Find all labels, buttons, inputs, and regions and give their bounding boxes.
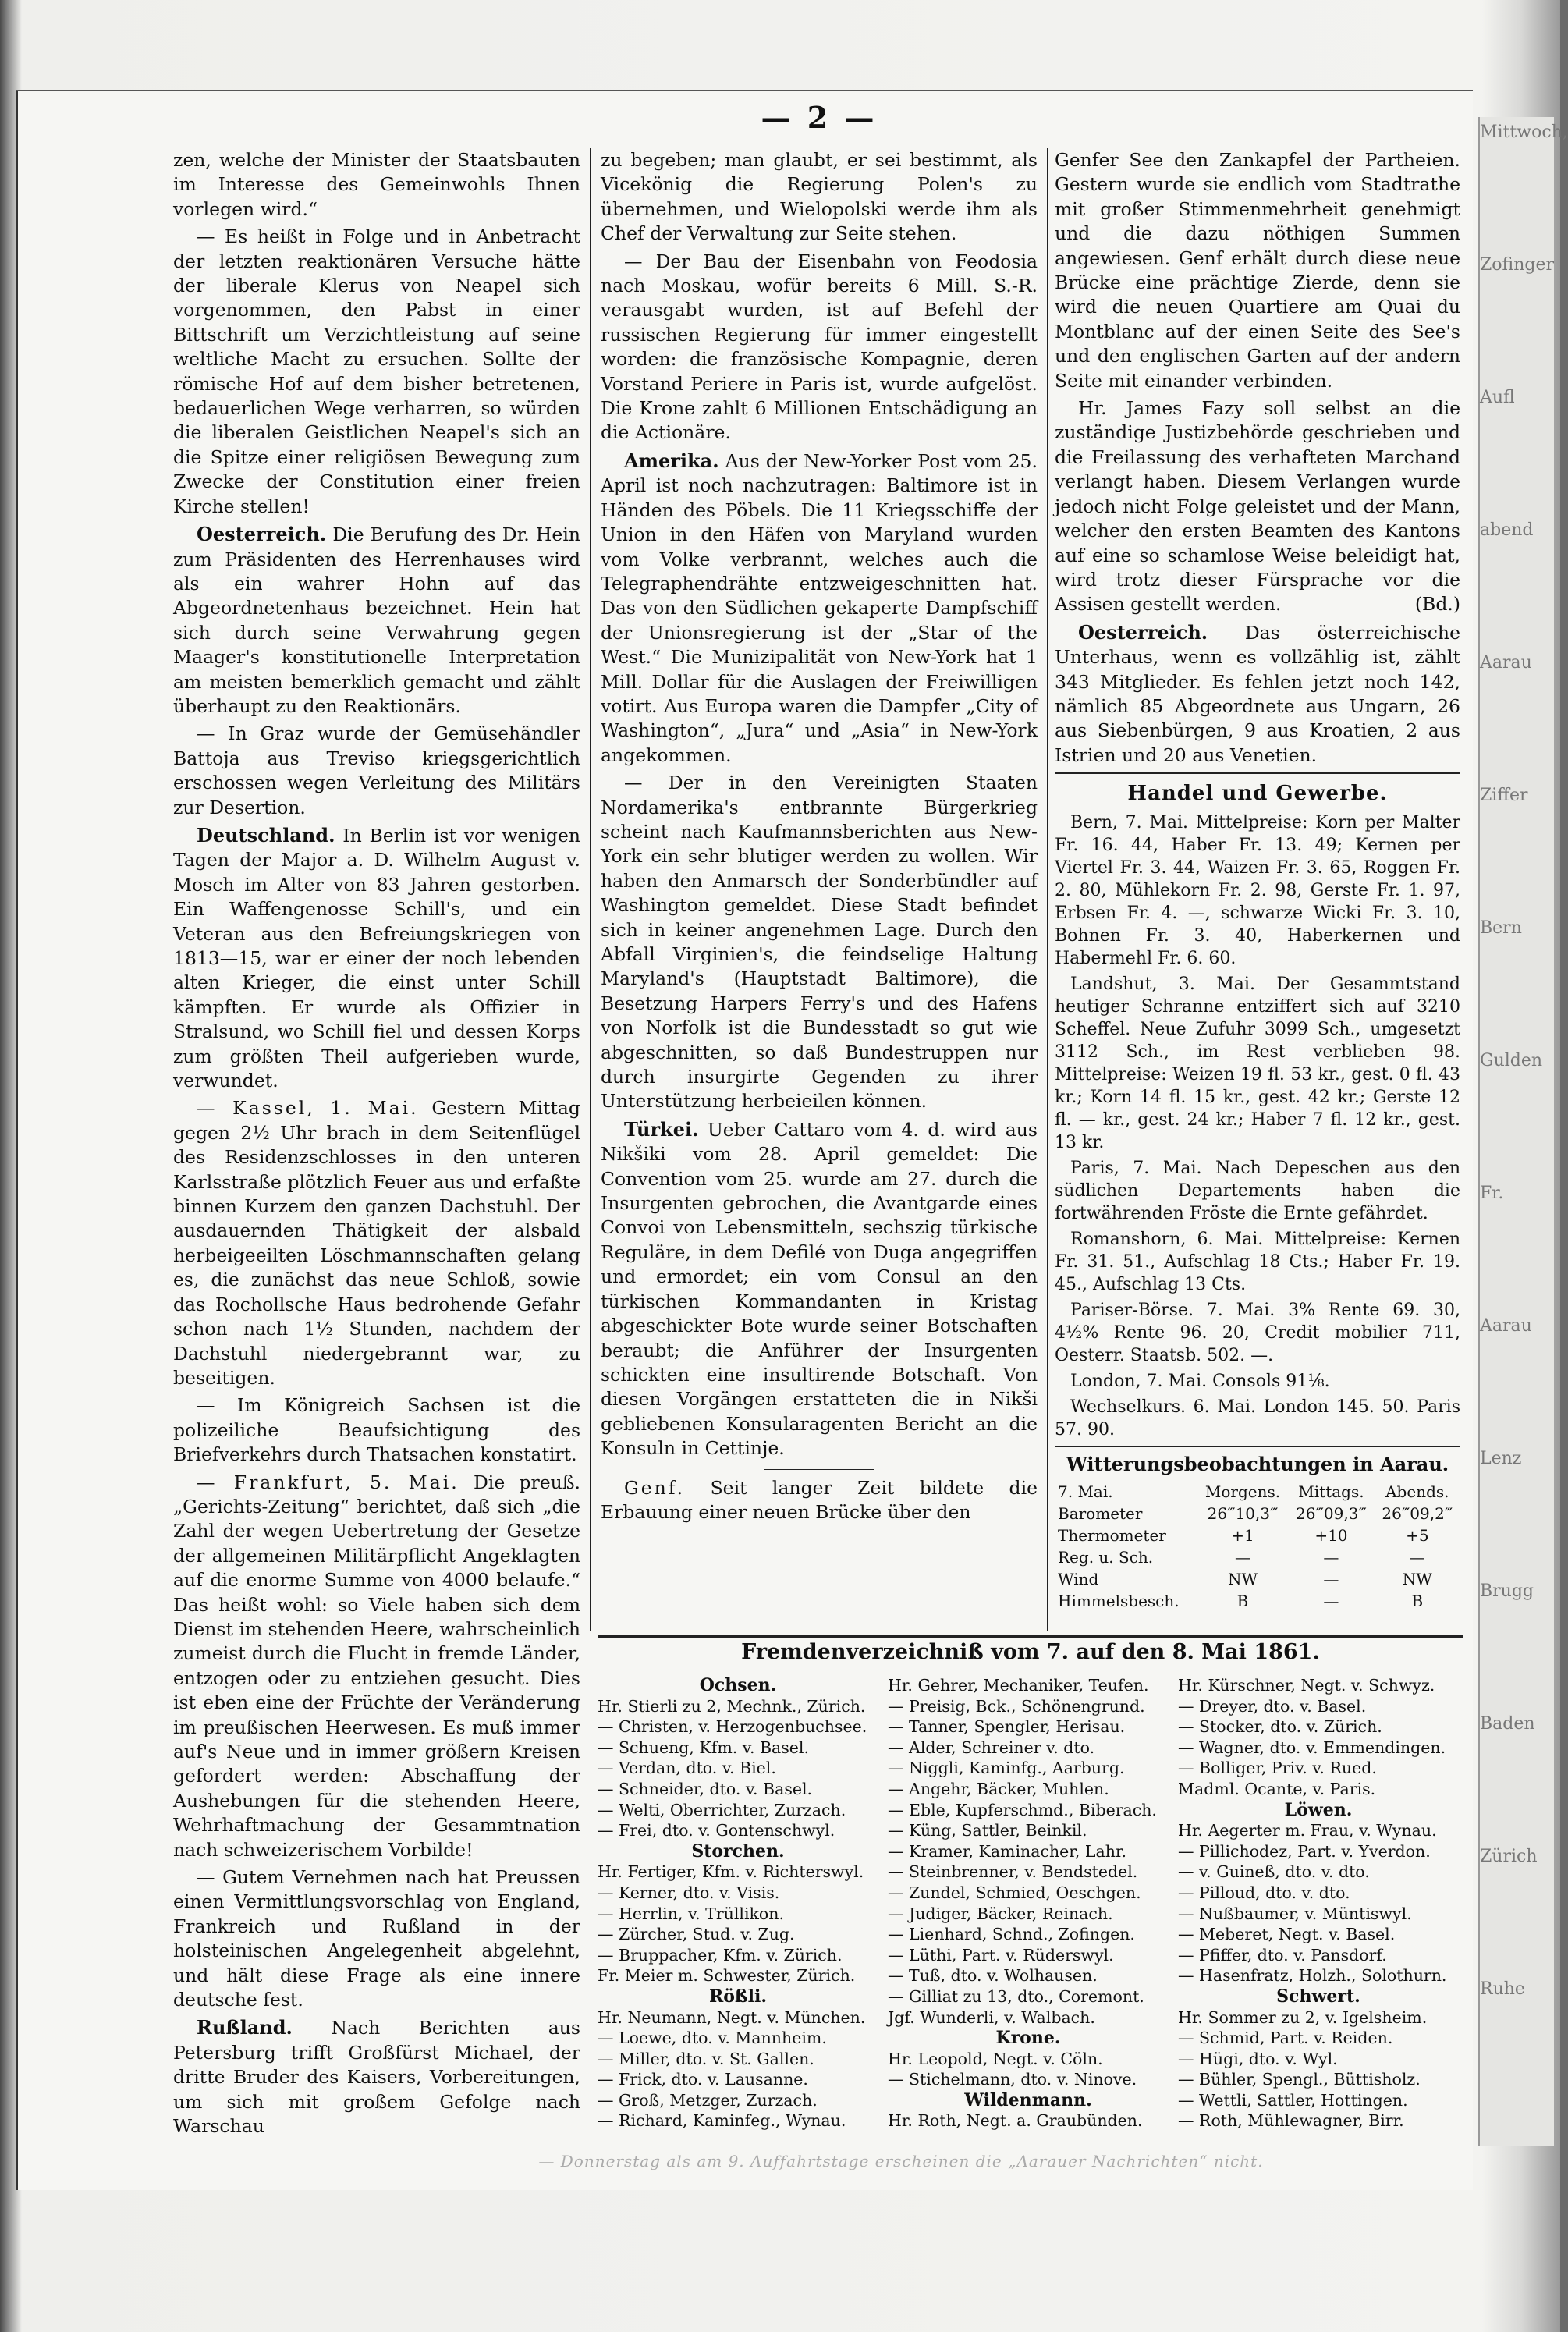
section-heading: Deutschland. bbox=[197, 823, 335, 847]
guest-entry: — v. Guineß, dto. v. dto. bbox=[1178, 1862, 1370, 1882]
guest-entry: — Kerner, dto. v. Visis. bbox=[598, 1883, 780, 1902]
market-report: Wechselkurs. 6. Mai. London 145. 50. Paris 57. 90. bbox=[1055, 1397, 1460, 1439]
paragraph-text: Das österreichische Unterhaus, wenn es vollzählig ist, zählt 343 Mitglieder. Es fehlen jetzt noch 142, nämlich 85 Abgeordnete aus Ungarn, 26 aus Siebenbürgen, 9 aus Kroatien, 2 aus Istrien und 20 aus Venetien. bbox=[1055, 621, 1460, 766]
guest-entry: — Niggli, Kaminfg., Aarburg. bbox=[888, 1759, 1125, 1778]
weather-cell: — bbox=[1409, 1547, 1425, 1567]
guest-entry: Hr. Kürschner, Negt. v. Schwyz. bbox=[1178, 1676, 1435, 1695]
weather-row bbox=[1055, 1503, 1460, 1524]
guest-entry: — Welti, Oberrichter, Zurzach. bbox=[598, 1800, 846, 1819]
weather-row bbox=[1055, 1568, 1460, 1590]
dateline: — Frankfurt, 5. Mai. bbox=[197, 1471, 459, 1493]
facing-page-fragment: Bern bbox=[1480, 918, 1522, 938]
column-left bbox=[173, 148, 580, 2138]
column-rule bbox=[1047, 148, 1048, 1631]
separator bbox=[764, 1468, 874, 1470]
weather-cell: NW bbox=[1227, 1569, 1258, 1588]
paragraph: — Im Königreich Sachsen ist die polizeiliche Beaufsichtigung des Briefverkehrs durch Thatsachen konstatirt. bbox=[173, 1394, 580, 1466]
weather-cell: 7. Mai. bbox=[1058, 1482, 1113, 1501]
weather-cell: Barometer bbox=[1058, 1503, 1143, 1523]
guest-entry: — Nußbaumer, v. Müntiswyl. bbox=[1178, 1904, 1412, 1923]
weather-cell: 26‴10,3‴ bbox=[1207, 1503, 1279, 1523]
guest-entry: — Zürcher, Stud. v. Zug. bbox=[598, 1925, 795, 1944]
facing-page-fragment: abend bbox=[1480, 520, 1534, 540]
weather-cell: — bbox=[1323, 1547, 1339, 1567]
paragraph: Genfer See den Zankapfel der Partheien. Gestern wurde sie endlich vom Stadtrathe mit großer Stimmenmehrheit genehmigt und die dazu nöthigen Summen angewiesen. Genf erhält durch diese neue Brücke eine prächtige Zierde, denn sie wird die neuen Quartiere am Quai du Montblanc auf der einen Seite des See's und den englischen Garten auf der andern Seite mit einander verbinden. bbox=[1055, 149, 1460, 392]
paragraph-text: Die preuß. „Gerichts-Zeitung“ berichtet, daß sich „die Zahl der wegen Uebertretung der Gesetze der allgemeinen Militärpflicht Angeklagten auf die enorme Summe von 4000 belaufe.“ Das heißt wohl: so Viele haben sich dem Dienst im stehenden Heere, wahrscheinlich zumeist durch die Flucht in fremde Länder, entzogen oder zu entziehen gesucht. Dies ist eben eine der Früchte der Veränderung im preußischen Heerwesen. Es muß immer auf's Neue und in immer größern Kreisen gefordert werden: Abschaffung der Aushebungen für die stehenden Heere, Wehrhaftmachung der Gesammtnation nach schweizerischem Vorbilde! bbox=[173, 1471, 580, 1861]
paragraph: — Es heißt in Folge und in Anbetracht der letzten reaktionären Versuche hätte der liberale Klerus von Neapel sich vorgenommen, den Pabst in einer Bittschrift um Verzichtleistung auf seine weltliche Macht zu ersuchen. Sollte der römische Hof auf dem bisher betretenen, bedauerlichen Wege verharren, so würden die liberalen Geistlichen Neapel's sich an die Spitze einer religiösen Bewegung zum Zwecke der Constitution einer freien Kirche stellen! bbox=[173, 225, 580, 517]
facing-page-fragment: Brugg bbox=[1480, 1581, 1534, 1601]
guest-entry: Hr. Leopold, Negt. v. Cöln. bbox=[888, 2049, 1103, 2068]
guest-entry: — Miller, dto. v. St. Gallen. bbox=[598, 2049, 814, 2068]
weather-cell: B bbox=[1411, 1591, 1424, 1610]
paragraph-text: Ueber Cattaro vom 4. d. wird aus Nikšiki vom 28. April gemeldet: Die Convention vom 25. wurde am 27. durch die Insurgenten gebrochen, die Avantgarde eines Convoi von Lebensmitteln, sechszig türkische Reguläre, in dem Defilé von Duga angegriffen und ermordet; ein vom Consul an den türkischen Kommandanten in Kristag abgeschickter Bote wurde seiner Botschaften beraubt; die Anführer der Insurgenten schickten eine insultirende Botschaft. Von diesen Vorgängen erstatteten die in Nikši gebliebenen Konsularagenten Bericht an die Konsuln in Cettinje. bbox=[601, 1118, 1038, 1460]
paragraph bbox=[173, 823, 580, 1093]
weather-table bbox=[1055, 1481, 1460, 1612]
weather-cell: Morgens. bbox=[1204, 1482, 1281, 1501]
section-heading: Türkei. bbox=[624, 1117, 699, 1141]
section-heading: Oesterreich. bbox=[1078, 620, 1208, 644]
guest-entry: — Stocker, dto. v. Zürich. bbox=[1178, 1717, 1382, 1737]
hotel-heading: Ochsen. bbox=[699, 1675, 777, 1695]
weather-cell: NW bbox=[1402, 1569, 1432, 1588]
guest-entry: — Steinbrenner, v. Bendstedel. bbox=[888, 1862, 1138, 1882]
dateline: Genf. bbox=[624, 1476, 686, 1499]
guest-entry: — Wettli, Sattler, Hottingen. bbox=[1178, 2090, 1408, 2110]
paragraph: zen, welche der Minister der Staatsbauten im Interesse des Gemeinwohls Ihnen vorlegen wird.“ bbox=[173, 149, 580, 220]
section-heading: Amerika. bbox=[624, 449, 719, 472]
guest-entry: — Wagner, dto. v. Emmendingen. bbox=[1178, 1737, 1446, 1757]
hotel-heading: Rößli. bbox=[708, 1986, 768, 2007]
paragraph-text: Die Berufung des Dr. Hein zum Präsidenten des Herrenhauses wird als ein wahrer Hohn auf das Abgeordnetenhaus bezeichnet. Hein hat sich durch seine Verwahrung gegen Maager's konstitutionelle Interpretation am meisten bemerklich gemacht und zählt überhaupt zu den Reaktionärs. bbox=[173, 524, 580, 717]
facing-page-fragment: Zofinger bbox=[1480, 255, 1554, 275]
guest-entry: — Angehr, Bäcker, Muhlen. bbox=[888, 1779, 1109, 1798]
weather-row bbox=[1055, 1590, 1460, 1612]
facing-page-fragment: Aarau bbox=[1480, 1316, 1532, 1336]
weather-cell: +5 bbox=[1406, 1525, 1429, 1545]
hotel-heading: Storchen. bbox=[691, 1840, 785, 1862]
guest-entry: — Hügi, dto. v. Wyl. bbox=[1178, 2049, 1338, 2068]
weather-cell: — bbox=[1323, 1591, 1339, 1610]
guest-entry: — Christen, v. Herzogenbuchsee. bbox=[598, 1717, 867, 1737]
guest-entry: — Frick, dto. v. Lausanne. bbox=[598, 2070, 808, 2089]
weather-header-row bbox=[1055, 1481, 1460, 1503]
guest-entry: — Frei, dto. v. Gontenschwyl. bbox=[598, 1821, 835, 1840]
hotel-heading: Schwert. bbox=[1276, 1986, 1360, 2007]
guest-entry: Hr. Sommer zu 2, v. Igelsheim. bbox=[1178, 2007, 1428, 2027]
hotel-heading: Krone. bbox=[995, 2028, 1061, 2049]
separator bbox=[1055, 1446, 1460, 1447]
guest-entry: — Herrlin, v. Trüllikon. bbox=[598, 1904, 784, 1923]
paragraph bbox=[601, 1117, 1038, 1461]
hotel-heading: Löwen. bbox=[1284, 1799, 1353, 1820]
weather-cell: +1 bbox=[1231, 1525, 1254, 1545]
weather-cell: — bbox=[1235, 1547, 1251, 1567]
guest-entry: — Hasenfratz, Holzh., Solothurn. bbox=[1178, 1966, 1447, 1986]
paragraph-text: Seit langer Zeit bildete die Erbauung einer neuen Brücke über den bbox=[601, 1476, 1038, 1523]
weather-cell: +10 bbox=[1314, 1525, 1348, 1545]
market-report: Paris, 7. Mai. Nach Depeschen aus den südlichen Departements haben die fortwährenden Fröste die Ernte gefährdet. bbox=[1055, 1158, 1460, 1223]
guest-entry: — Kramer, Kaminacher, Lahr. bbox=[888, 1841, 1126, 1861]
facing-page-fragment: Zürich bbox=[1480, 1847, 1538, 1866]
paragraph: — Der in den Vereinigten Staaten Nordamerika's entbrannte Bürgerkrieg scheint nach Kaufmannsberichten aus New-York ein sehr blutiger werden zu wollen. Wir haben den Anmarsch der Sonderbündler auf Washington gemeldet. Diese Stadt befindet sich in keiner angenehmen Lage. Durch den Abfall Virginien's, die feindselige Haltung Maryland's (Hauptstadt Baltimore), die Besetzung Harpers Ferry's und des Hafens von Norfolk ist die Bundesstadt so gut wie abgeschnitten, so daß Bundestruppen nur durch insurgirte Gegenden zu ihrer Unterstützung herbeieilen können. bbox=[601, 772, 1038, 1113]
paragraph-text: Hr. James Fazy soll selbst an die zuständige Justizbehörde geschrieben und die Freilassung des verhafteten Marchand verlangt haben. Diesem Verlangen wurde jedoch nicht Folge geleistet und der Mann, welcher den ersten Beamten des Kantons auf eine so schamlose Weise beleidigt hat, wird trotz dieser Fürsprache vor die Assisen gestellt werden. bbox=[1055, 397, 1460, 616]
guest-entry: — Pillichodez, Part. v. Yverdon. bbox=[1178, 1841, 1431, 1861]
section-heading: Rußland. bbox=[197, 2016, 293, 2039]
paragraph: zu begeben; man glaubt, er sei bestimmt, als Vicekönig die Regierung Polen's zu übernehmen, und Wielopolski werde ihm als Chef der Verwaltung zur Seite stehen. bbox=[601, 149, 1038, 245]
facing-page-fragment: Gulden bbox=[1480, 1051, 1543, 1070]
guest-entry: — Lienhard, Schnd., Zofingen. bbox=[888, 1925, 1135, 1944]
weather-title: Witterungsbeobachtungen in Aarau. bbox=[1066, 1452, 1449, 1475]
market-report: Pariser-Börse. 7. Mai. 3% Rente 69. 30, 4½% Rente 96. 20, Credit mobilier 711, Oesterr. Staatsb. 502. —. bbox=[1055, 1300, 1460, 1365]
section-heading: Oesterreich. bbox=[197, 523, 327, 546]
separator bbox=[1055, 772, 1460, 774]
guest-entry: — Loewe, dto. v. Mannheim. bbox=[598, 2029, 827, 2048]
guest-entry: — Lüthi, Part. v. Rüderswyl. bbox=[888, 1945, 1114, 1965]
facing-page-fragment: Lenz bbox=[1480, 1449, 1522, 1468]
paragraph bbox=[601, 1476, 1038, 1525]
weather-row bbox=[1055, 1546, 1460, 1568]
guest-entry: — Verdan, dto. v. Biel. bbox=[598, 1759, 776, 1778]
guest-entry: — Preisig, Bck., Schönengrund. bbox=[888, 1696, 1145, 1716]
facing-page-fragment: Baden bbox=[1480, 1714, 1535, 1734]
guest-entry: Hr. Gehrer, Mechaniker, Teufen. bbox=[888, 1676, 1149, 1695]
facing-page-fragment: Ruhe bbox=[1480, 1979, 1525, 1999]
guest-entry: — Küng, Sattler, Beinkil. bbox=[888, 1821, 1087, 1840]
paragraph bbox=[601, 449, 1038, 768]
facing-page-fragment: Fr. bbox=[1480, 1184, 1504, 1203]
guest-entry: — Schmid, Part. v. Reiden. bbox=[1178, 2029, 1393, 2048]
guest-entry: — Bolliger, Priv. v. Rued. bbox=[1178, 1759, 1377, 1778]
weather-cell: Mittags. bbox=[1298, 1482, 1364, 1501]
guest-entry: Jgf. Wunderli, v. Walbach. bbox=[888, 2007, 1095, 2027]
guest-register-title: Fremdenverzeichniß vom 7. auf den 8. Mai 1861. bbox=[741, 1640, 1320, 1664]
market-section-title: Handel und Gewerbe. bbox=[1127, 782, 1388, 806]
weather-row bbox=[1055, 1524, 1460, 1546]
weather-cell: Himmelsbesch. bbox=[1058, 1591, 1180, 1610]
guest-entry: — Richard, Kaminfeg., Wynau. bbox=[598, 2111, 846, 2131]
weather-cell: B bbox=[1236, 1591, 1249, 1610]
paragraph-text: In Berlin ist vor wenigen Tagen der Major a. D. Wilhelm August v. Mosch im Alter von 83 Jahren gestorben. Ein Waffengenosse Schill's, und ein Veteran aus den Befreiungskriegen von 1813—15, war er einer der noch lebenden alten Krieger, die einst unter Schill kämpften. Er wurde als Offizier in Stralsund, wo Schill fiel und dessen Korps zum größten Theil aufgerieben wurde, verwundet. bbox=[173, 824, 580, 1092]
weather-cell: 26‴09,3‴ bbox=[1296, 1503, 1367, 1523]
market-report: Landshut, 3. Mai. Der Gesammtstand heutiger Schranne entziffert sich auf 3210 Scheffel. Neue Zufuhr 3099 Sch., umgesetzt 3112 Sch., im Rest verblieben 98. Mittelpreise: Weizen 19 fl. 53 kr., gest. 0 fl. 43 kr.; Korn 14 fl. 15 kr., gest. 42 kr.; Gerste 12 fl. — kr., gest. 24 kr.; Haber 7 fl. 12 kr., gest. 13 kr. bbox=[1055, 974, 1460, 1152]
weather-cell: 26‴09,2‴ bbox=[1382, 1503, 1453, 1523]
source-signature: (Bd.) bbox=[1414, 593, 1460, 616]
guest-entry: — Meberet, Negt. v. Basel. bbox=[1178, 1925, 1396, 1944]
guest-entry: — Stichelmann, dto. v. Ninove. bbox=[888, 2070, 1137, 2089]
guest-entry: — Schueng, Kfm. v. Basel. bbox=[598, 1737, 810, 1757]
facing-page-edge bbox=[1478, 117, 1568, 2146]
dateline: — Kassel, 1. Mai. bbox=[197, 1097, 419, 1120]
hotel-heading: Wildenmann. bbox=[964, 2089, 1092, 2110]
guest-register bbox=[598, 1635, 1463, 2137]
guest-entry: — Zundel, Schmied, Oeschgen. bbox=[888, 1883, 1141, 1902]
guest-column bbox=[1178, 1675, 1459, 2131]
guest-column bbox=[888, 1675, 1169, 2131]
weather-cell: — bbox=[1323, 1569, 1339, 1588]
paragraph: — In Graz wurde der Gemüsehändler Battoja aus Treviso kriegsgerichtlich erschossen wegen Verleitung des Militärs zur Desertion. bbox=[173, 722, 580, 818]
weather-cell: Wind bbox=[1058, 1569, 1099, 1588]
paragraph bbox=[173, 2015, 580, 2139]
paragraph-text: Nach Berichten aus Petersburg trifft Großfürst Michael, der dritte Bruder des Kaisers, Vorbereitungen, um sich mit großem Gefolge nach Warschau bbox=[173, 2017, 580, 2138]
facing-page-fragment: Ziffer bbox=[1480, 786, 1528, 805]
guest-entry: — Pfiffer, dto. v. Pansdorf. bbox=[1178, 1945, 1387, 1965]
column-rule bbox=[590, 148, 591, 1631]
guest-entry: — Roth, Mühlewagner, Birr. bbox=[1178, 2111, 1404, 2131]
column-middle bbox=[601, 148, 1038, 1592]
guest-entry: — Tuß, dto. v. Wolhausen. bbox=[888, 1966, 1098, 1986]
weather-cell: Reg. u. Sch. bbox=[1058, 1547, 1154, 1567]
market-report: Bern, 7. Mai. Mittelpreise: Korn per Malter Fr. 16. 44, Haber Fr. 13. 49; Kernen per Viertel Fr. 3. 44, Waizen Fr. 3. 65, Roggen Fr. 2. 80, Mühlekorn Fr. 2. 98, Gerste Fr. 1. 97, Erbsen Fr. 4. —, schwarze Wicki Fr. 3. 10, Bohnen Fr. 3. 40, Haberkernen und Habermehl Fr. 6. 60. bbox=[1055, 812, 1460, 968]
facing-page-fragment: Aufl bbox=[1480, 388, 1515, 407]
guest-entry: — Judiger, Bäcker, Reinach. bbox=[888, 1904, 1113, 1923]
guest-entry: — Eble, Kupferschmd., Biberach. bbox=[888, 1800, 1157, 1819]
weather-cell: Thermometer bbox=[1058, 1525, 1166, 1545]
page-number: — 2 — bbox=[761, 100, 878, 135]
guest-entry: Hr. Fertiger, Kfm. v. Richterswyl. bbox=[598, 1862, 864, 1882]
guest-entry: — Pilloud, dto. v. dto. bbox=[1178, 1883, 1350, 1902]
paragraph bbox=[1055, 396, 1460, 617]
market-report: Romanshorn, 6. Mai. Mittelpreise: Kernen Fr. 31. 51., Aufschlag 18 Cts.; Haber Fr. 19. 45., Aufschlag 13 Cts. bbox=[1055, 1229, 1460, 1294]
guest-entry: Madml. Ocante, v. Paris. bbox=[1178, 1779, 1376, 1798]
weather-cell: Abends. bbox=[1385, 1482, 1449, 1501]
guest-entry: — Bühler, Spengl., Büttisholz. bbox=[1178, 2070, 1421, 2089]
market-report: London, 7. Mai. Consols 91⅛. bbox=[1070, 1371, 1330, 1391]
facing-page-fragment: Aarau bbox=[1480, 653, 1532, 673]
guest-entry: Fr. Meier m. Schwester, Zürich. bbox=[598, 1966, 856, 1986]
guest-entry: Hr. Neumann, Negt. v. München. bbox=[598, 2007, 866, 2027]
guest-entry: — Schneider, dto. v. Basel. bbox=[598, 1779, 813, 1798]
market-reports bbox=[1055, 811, 1460, 1441]
guest-column bbox=[598, 1675, 878, 2131]
guest-entry: — Gilliat zu 13, dto., Coremont. bbox=[888, 1986, 1144, 2006]
guest-entry: — Alder, Schreiner v. dto. bbox=[888, 1737, 1095, 1757]
guest-entry: Hr. Roth, Negt. a. Graubünden. bbox=[888, 2111, 1143, 2131]
paragraph-text: Gestern Mittag gegen 2½ Uhr brach in dem Seitenflügel des Residenzschlosses in den unteren Karlsstraße plötzlich Feuer aus und erfaßte binnen Kurzem den ganzen Dachstuhl. Der ausdauernden Thätigkeit der alsbald herbeigeeilten Löschmannschaften gelang es, die zunächst das neue Schloß, sowie das Rochollsche Haus bedrohende Gefahr schon nach 1½ Stunden, nachdem der Dachstuhl niedergebrannt war, zu beseitigen. bbox=[173, 1097, 580, 1389]
paragraph bbox=[173, 1096, 580, 1390]
paragraph bbox=[173, 1471, 580, 1863]
paragraph: — Gutem Vernehmen nach hat Preussen einen Vermittlungsvorschlag von England, Frankreich und Rußland in der holsteinischen Angelegenheit abgelehnt, und hält diese Frage als eine innere deutsche fest. bbox=[173, 1866, 580, 2011]
facing-page-fragment: Mittwoch, bbox=[1480, 122, 1568, 142]
column-right bbox=[1055, 148, 1460, 1615]
guest-entry: — Dreyer, dto. v. Basel. bbox=[1178, 1696, 1367, 1716]
paragraph bbox=[1055, 620, 1460, 768]
guest-entry: — Bruppacher, Kfm. v. Zürich. bbox=[598, 1945, 843, 1965]
guest-entry: — Groß, Metzger, Zurzach. bbox=[598, 2090, 818, 2110]
guest-entry: — Tanner, Spengler, Herisau. bbox=[888, 1717, 1126, 1737]
paragraph-text: Aus der New-Yorker Post vom 25. April ist noch nachzutragen: Baltimore ist in Händen des Pöbels. Die 11 Kriegsschiffe der Union in den Häfen von Maryland wurden vom Volke verbrannt, welches auch die Telegraphendrähte entzweigeschnitten hat. Das von den Südlichen gekaperte Dampfschiff der Unionsregierung ist der „Star of the West.“ Die Munizipalität von New-York hat 1 Mill. Dollar für die Auslagen der Freiwilligen votirt. Aus Europa waren die Dampfer „City of Washington“, „Jura“ und „Asia“ in New-York angekommen. bbox=[601, 449, 1038, 766]
guest-entry: Hr. Stierli zu 2, Mechnk., Zürich. bbox=[598, 1696, 866, 1716]
footer-notice: — Donnerstag als am 9. Auffahrtstage erscheinen die „Aarauer Nachrichten“ nicht. bbox=[538, 2152, 1264, 2170]
paragraph: — Der Bau der Eisenbahn von Feodosia nach Moskau, wofür bereits 6 Mill. S.-R. verausgabt wurden, ist auf Befehl der russischen Regierung für immer eingestellt worden: die französische Kompagnie, deren Vorstand Periere in Paris ist, wurde aufgelöst. Die Krone zahlt 6 Millionen Entschädigung an die Actionäre. bbox=[601, 250, 1038, 444]
paragraph bbox=[173, 522, 580, 719]
guest-entry: Hr. Aegerter m. Frau, v. Wynau. bbox=[1178, 1821, 1437, 1840]
